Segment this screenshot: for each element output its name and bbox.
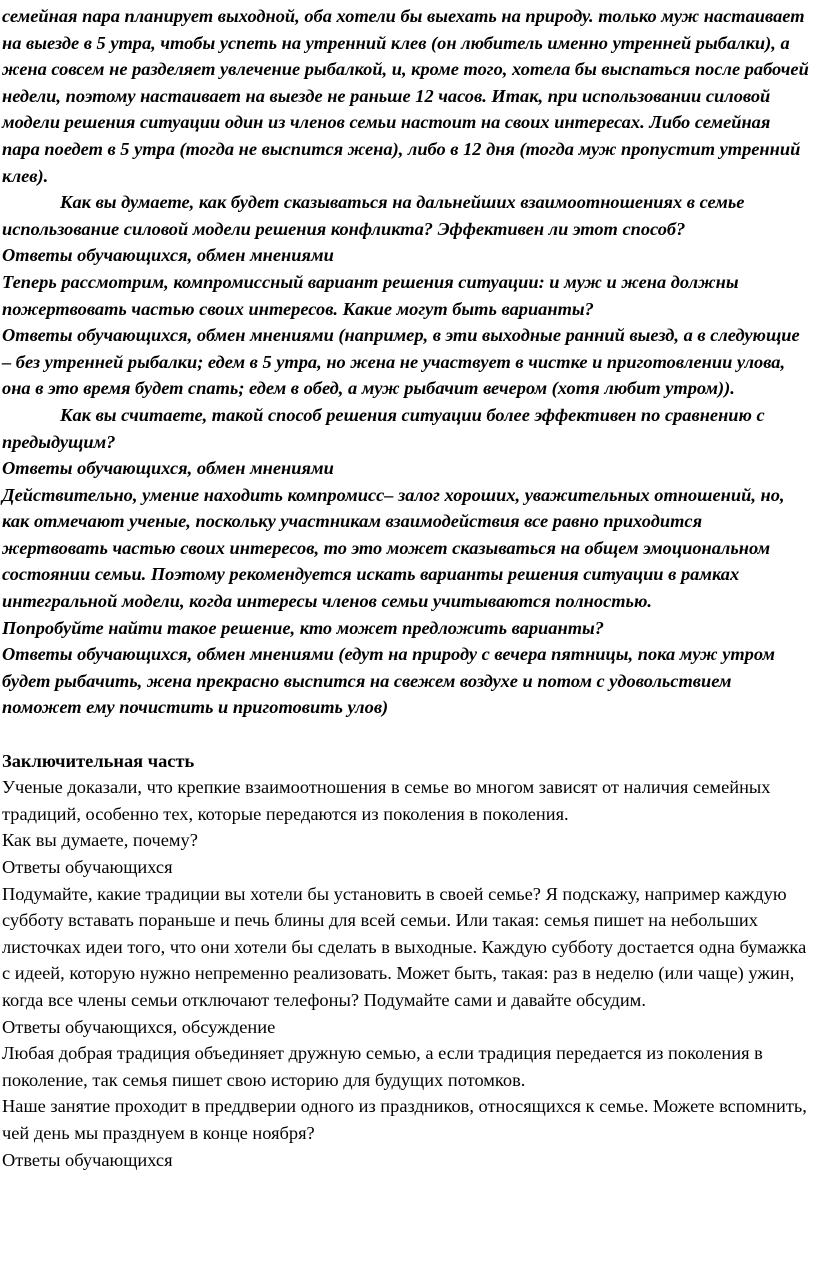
paragraph-question-force-model: Как вы думаете, как будет сказываться на дальнейших взаимоотношениях в семье использование силовой модели решения конфликта? Эффективен ли этот способ?: [2, 192, 745, 239]
paragraph-student-answers-5: Ответы обучающихся: [2, 857, 173, 877]
paragraph-student-discussion: Ответы обучающихся, обсуждение: [2, 1016, 276, 1037]
paragraph-student-answers-4: Ответы обучающихся, обмен мнениями (едут на природу с вечера пятницы, пока муж утром будет рыбачить, жена прекрасно выспится на свежем воздухе и потом с удовольствием поможет ему почистить и приготовить улов): [2, 644, 775, 718]
paragraph-find-solution: Попробуйте найти такое решение, кто может предложить варианты?: [2, 617, 604, 638]
paragraph-compromise-intro: Теперь рассмотрим, компромиссный вариант решения ситуации: и муж и жена должны пожертвовать частью своих интересов. Какие могут быть варианты?: [2, 271, 739, 319]
paragraph-student-answers-6: Ответы обучающихся: [2, 1149, 173, 1170]
paragraph-traditions-intro: Ученые доказали, что крепкие взаимоотношения в семье во многом зависят от наличия семейных традиций, особенно тех, которые передаются из поколения в поколения.: [2, 777, 771, 824]
paragraph-student-answers-3: Ответы обучающихся, обмен мнениями: [2, 458, 334, 479]
paragraph-question-why: Как вы думаете, почему?: [2, 830, 198, 851]
paragraph-good-tradition: Любая добрая традиция объединяет дружную семью, а если традиция передается из поколения в поколение, так семья пишет свою историю для будущих потомков.: [2, 1043, 763, 1090]
paragraph-holiday-question: Наше занятие проходит в преддверии одного из праздников, относящихся к семье. Можете вспомнить, чей день мы празднуем в конце ноября?: [2, 1096, 807, 1143]
paragraph-question-compromise: Как вы считаете, такой способ решения ситуации более эффективен по сравнению с предыдущим?: [2, 404, 765, 452]
paragraph-integral-model: Действительно, умение находить компромисс– залог хороших, уважительных отношений, но, как отмечают ученые, поскольку участникам взаимодействия все равно приходится жертвовать частью своих интересов, то это может сказываться на общем эмоциональном состоянии семьи. Поэтому рекомендуется искать варианты решения ситуации в рамках интегральной модели, когда интересы членов семьи учитываются полностью.: [2, 484, 785, 612]
paragraph-student-answers-1: Ответы обучающихся, обмен мнениями: [2, 245, 334, 266]
blank-line: [2, 721, 812, 748]
section-heading: Заключительная часть: [2, 750, 195, 771]
paragraph-traditions-examples: Подумайте, какие традиции вы хотели бы установить в своей семье? Я подскажу, например каждую субботу вставать пораньше и печь блины для всей семьи. Или такая: семья пишет на небольших листочках идеи того, что они хотели бы сделать в выходные. Каждую субботу достается одна бумажка с идеей, которую нужно непременно реализовать. Может быть, такая: раз в неделю (или чаще) ужин, когда все члены семьи отключают телефоны? Подумайте сами и давайте обсудим.: [2, 883, 807, 1010]
paragraph-student-answers-2: Ответы обучающихся, обмен мнениями (например, в эти выходные ранний выезд, а в следующие – без утренней рыбалки; едем в 5 утра, но жена не участвует в чистке и приготовлении улова, она в это время будет спать; едем в обед, а муж рыбачит вечером (хотя любит утром)).: [2, 325, 800, 399]
paragraph-scenario: семейная пара планирует выходной, оба хотели бы выехать на природу. только муж настаивает на выезде в 5 утра, чтобы успеть на утренний клев (он любитель именно утренней рыбалки), а жена совсем не разделяет увлечение рыбалкой, и, кроме того, хотела бы выспаться после рабочей недели, поэтому настаивает на выезде не раньше 12 часов. Итак, при использовании силовой модели решения ситуации один из членов семьи настоит на своих интересах. Либо семейная пара поедет в 5 утра (тогда не выспится жена), либо в 12 дня (тогда муж пропустит утренний клев).: [2, 6, 809, 186]
